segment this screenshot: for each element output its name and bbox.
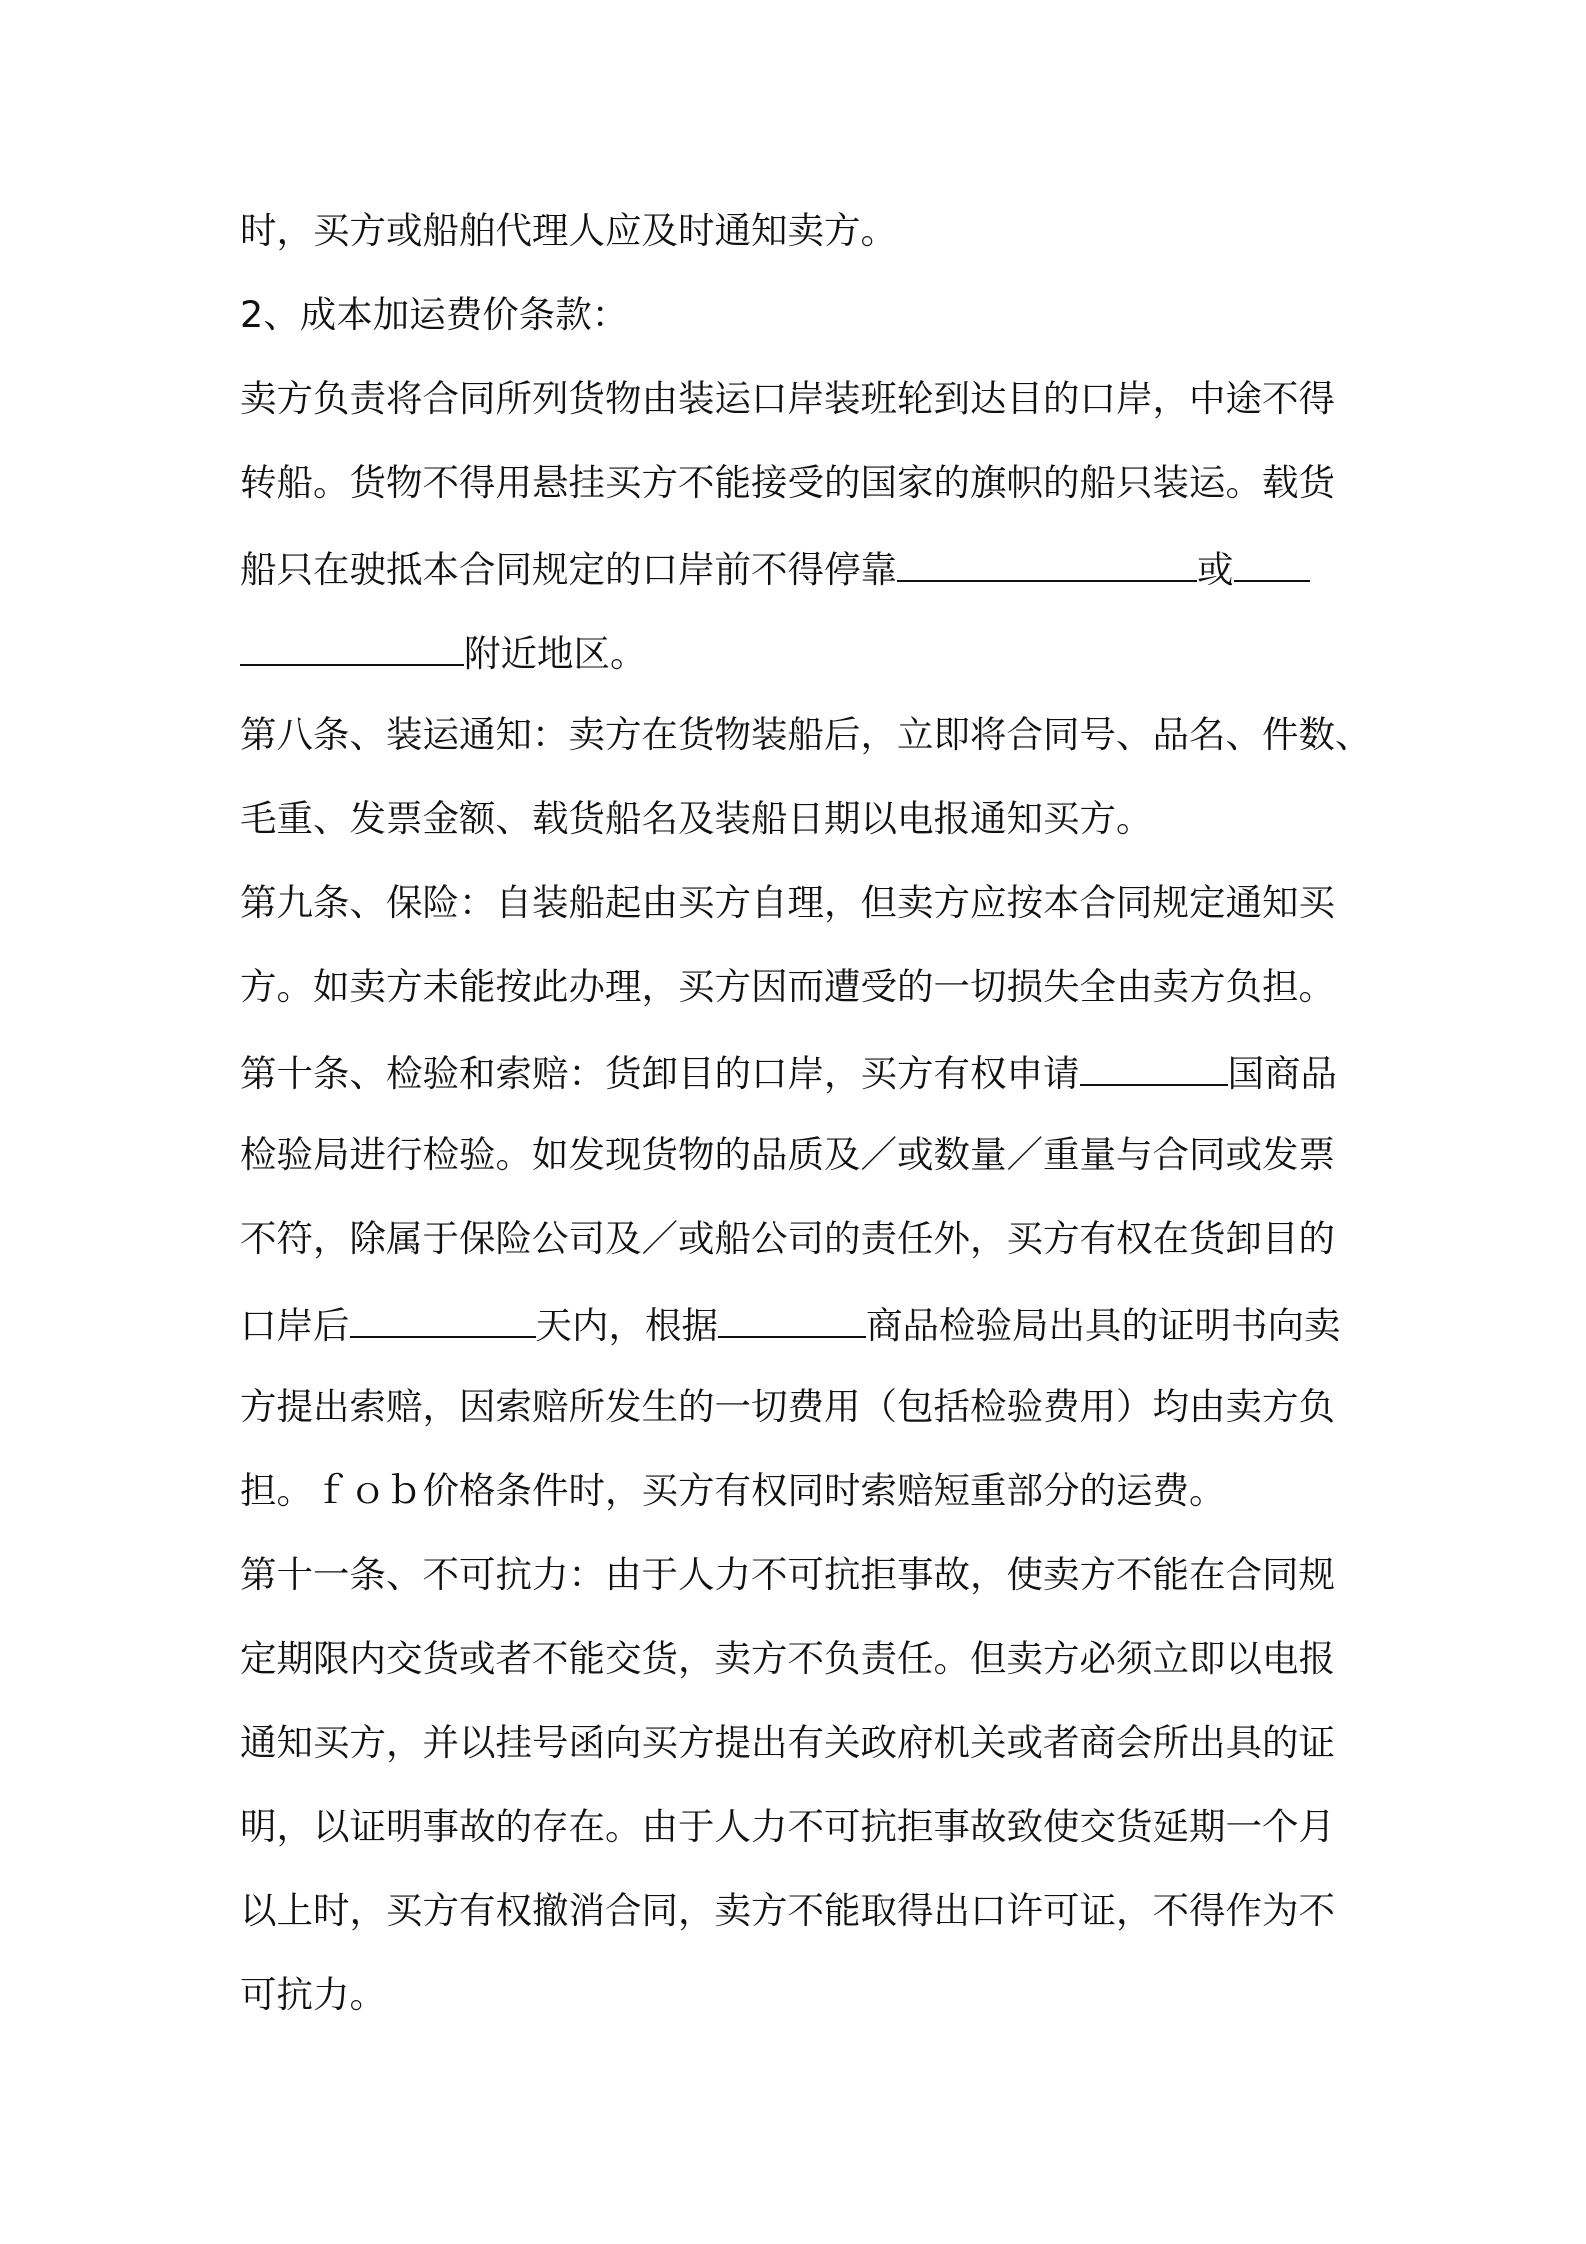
- fill-in-blank: [240, 616, 464, 666]
- line-text: 以上时，买方有权撤消合同，卖方不能取得出口许可证，不得作为不: [240, 1889, 1335, 1932]
- line-text: 船只在驶抵本合同规定的口岸前不得停靠: [240, 548, 897, 591]
- text-line: [240, 280, 1358, 364]
- line-text: 第九条、保险：自装船起由买方自理，但卖方应按本合同规定通知买: [240, 881, 1335, 924]
- line-text: 不符，除属于保险公司及／或船公司的责任外，买方有权在货卸目的: [240, 1217, 1335, 1260]
- text-line: [240, 1288, 1358, 1372]
- line-text: 检验局进行检验。如发现货物的品质及／或数量／重量与合同或发票: [240, 1133, 1335, 1176]
- text-line: [240, 1372, 1358, 1456]
- line-text: 第八条、装运通知：卖方在货物装船后，立即将合同号、品名、件数、: [240, 713, 1372, 756]
- fill-in-blank: [1234, 532, 1310, 582]
- text-line: [240, 1204, 1358, 1288]
- text-line: [240, 1456, 1358, 1540]
- line-text: 通知买方，并以挂号函向买方提出有关政府机关或者商会所出具的证: [240, 1721, 1335, 1764]
- line-text: 天内，根据: [535, 1304, 718, 1347]
- text-line: [240, 364, 1358, 448]
- text-line: [240, 1960, 1358, 2044]
- text-line: [240, 1708, 1358, 1792]
- text-line: [240, 1540, 1358, 1624]
- line-text: 卖方负责将合同所列货物由装运口岸装班轮到达目的口岸，中途不得: [240, 377, 1335, 420]
- text-line: [240, 1624, 1358, 1708]
- line-text: 或: [1197, 548, 1234, 591]
- text-line: [240, 532, 1358, 616]
- line-text: 方提出索赔，因索赔所发生的一切费用（包括检验费用）均由卖方负: [240, 1385, 1335, 1428]
- text-line: [240, 616, 1358, 700]
- line-text: 明，以证明事故的存在。由于人力不可抗拒事故致使交货延期一个月: [240, 1805, 1335, 1848]
- line-text: 国商品: [1227, 1052, 1337, 1095]
- text-line: [240, 868, 1358, 952]
- fill-in-blank: [897, 532, 1197, 582]
- line-text: 附近地区。: [464, 632, 647, 675]
- text-line: [240, 448, 1358, 532]
- fill-in-blank: [350, 1288, 536, 1338]
- line-text: 转船。货物不得用悬挂买方不能接受的国家的旗帜的船只装运。载货: [240, 461, 1335, 504]
- line-text: 时，买方或船舶代理人应及时通知卖方。: [240, 209, 897, 252]
- text-line: [240, 1792, 1358, 1876]
- text-line: [240, 196, 1358, 280]
- fill-in-blank: [718, 1288, 866, 1338]
- text-line: [240, 1036, 1358, 1120]
- line-text: 可抗力。: [240, 1973, 386, 2016]
- line-text: 第十条、检验和索赔：货卸目的口岸，买方有权申请: [240, 1052, 1080, 1095]
- text-line: [240, 700, 1372, 784]
- text-line: [240, 952, 1358, 1036]
- document-page: [240, 196, 1372, 2044]
- text-line: [240, 1876, 1358, 1960]
- line-text: 定期限内交货或者不能交货，卖方不负责任。但卖方必须立即以电报: [240, 1637, 1335, 1680]
- line-text: 商品检验局出具的证明书向卖: [866, 1304, 1341, 1347]
- line-text: 2、成本加运费价条款：: [240, 293, 629, 336]
- line-text: 第十一条、不可抗力：由于人力不可抗拒事故，使卖方不能在合同规: [240, 1553, 1335, 1596]
- line-text: 毛重、发票金额、载货船名及装船日期以电报通知买方。: [240, 797, 1153, 840]
- text-line: [240, 784, 1358, 868]
- fill-in-blank: [1080, 1036, 1228, 1086]
- text-line: [240, 1120, 1358, 1204]
- line-text: 担。ｆｏｂ价格条件时，买方有权同时索赔短重部分的运费。: [240, 1469, 1226, 1512]
- line-text: 口岸后: [240, 1304, 350, 1347]
- line-text: 方。如卖方未能按此办理，买方因而遭受的一切损失全由卖方负担。: [240, 965, 1335, 1008]
